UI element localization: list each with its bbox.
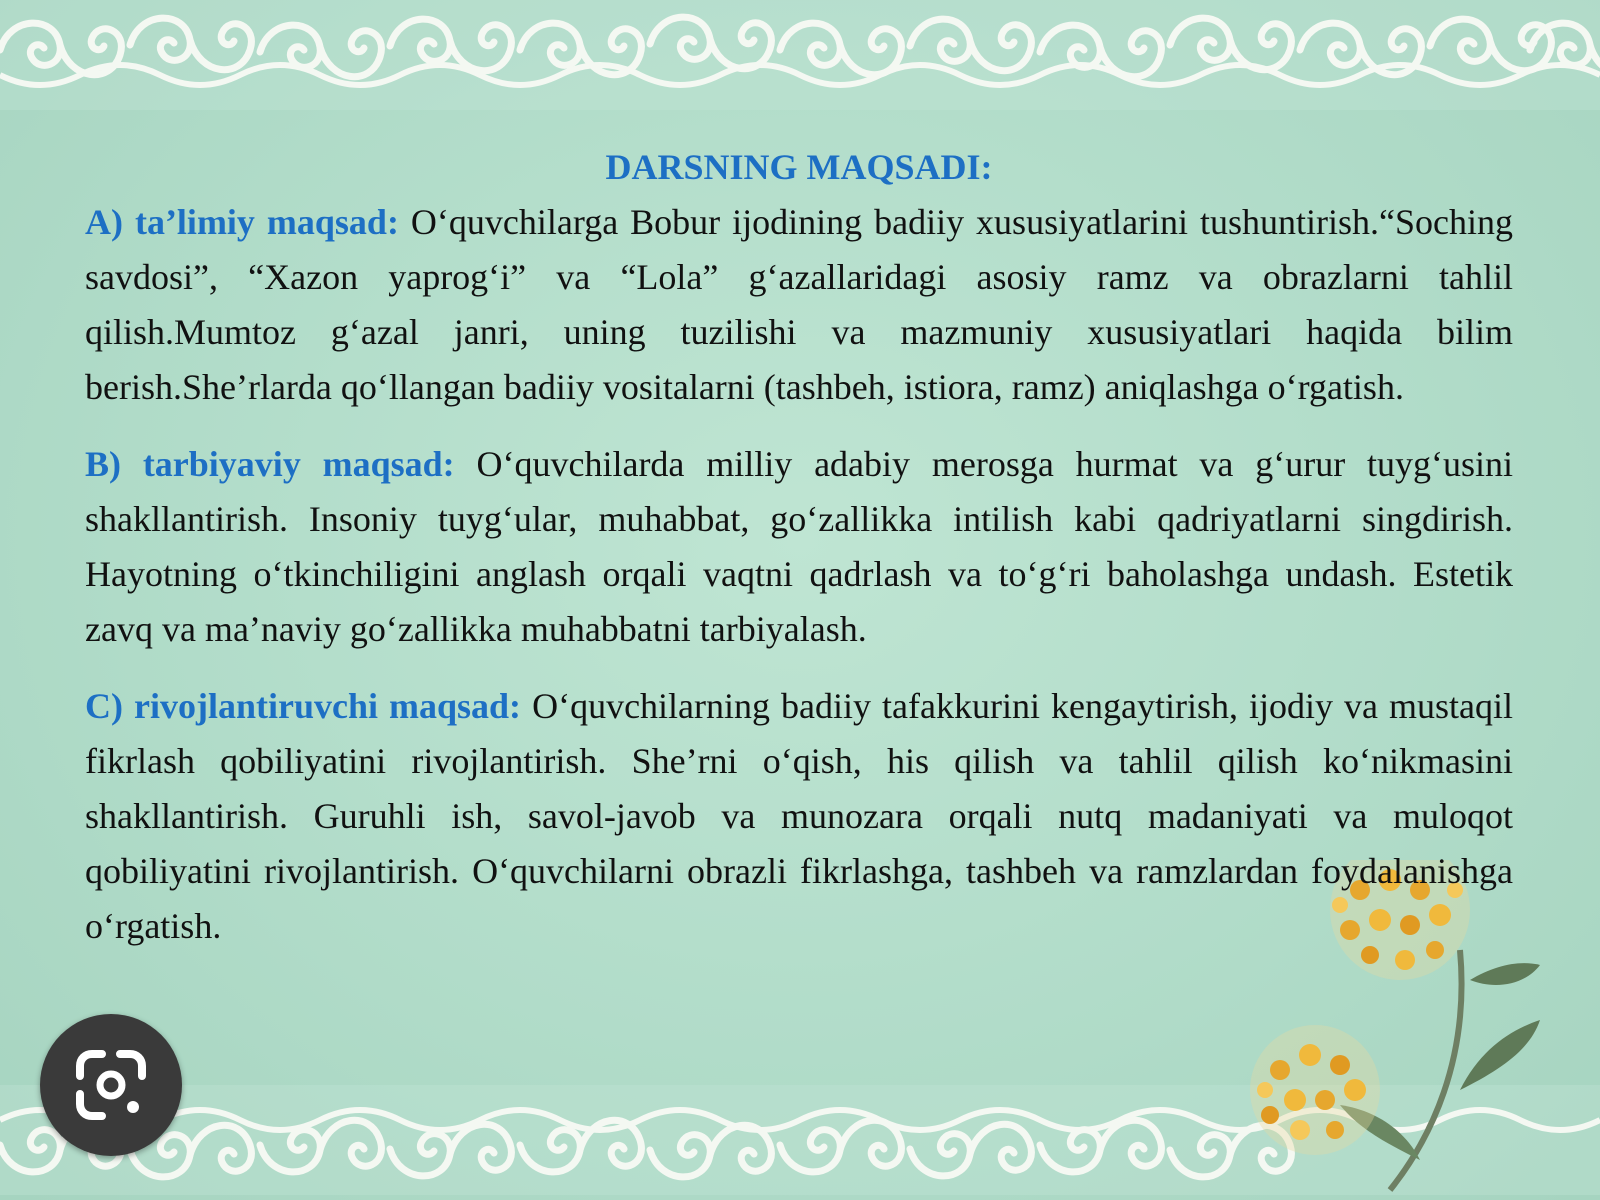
section-upbringing-goal: [85, 437, 1513, 657]
google-lens-button[interactable]: [40, 1014, 182, 1156]
section-label: C) rivojlantiruvchi maqsad:: [85, 686, 522, 726]
section-educational-goal: [85, 195, 1513, 415]
flower-cluster-lower: [1250, 1025, 1380, 1155]
section-label: A) ta’limiy maqsad:: [85, 202, 399, 242]
section-developmental-goal: [85, 679, 1513, 954]
lesson-goals-content: [85, 140, 1513, 976]
section-label: B) tarbiyaviy maqsad:: [85, 444, 455, 484]
page-title: DARSNING MAQSADI:: [605, 147, 993, 187]
section-text: O‘quvchilarga Bobur ijodining badiiy xususiyatlarini tushuntirish.“Soching savdosi”, “Xazon yaprog‘i” va “Lola” g‘azallaridagi asosiy ramz va obrazlarni tahlil qilish.Mumtoz g‘azal janri, uning tuzilishi va mazmuniy xususiyatlari haqida bilim berish.She’rlarda qo‘llangan badiiy vositalarni (tashbeh, istiora, ramz) aniqlashga o‘rgatish.: [85, 202, 1513, 407]
top-swirl-border: [0, 0, 1600, 110]
section-text: O‘quvchilarning badiiy tafakkurini kengaytirish, ijodiy va mustaqil fikrlash qobiliyatini rivojlantirish. She’rni o‘qish, his qilish va tahlil qilish ko‘nikmasini shakllantirish. Guruhli ish, savol-javob va munozara orqali nutq madaniyati va muloqot qobiliyatini rivojlantirish. O‘quvchilarni obrazli fikrlashga, tashbeh va ramzlardan foydalanishga o‘rgatish.: [85, 686, 1514, 946]
section-text: O‘quvchilarda milliy adabiy merosga hurmat va g‘urur tuyg‘usini shakllantirish. Insoniy tuyg‘ular, muhabbat, go‘zallikka intilish kabi qadriyatlarni singdirish. Hayotning o‘tkinchiligini anglash orqali vaqtni qadrlash va to‘g‘ri baholashga undash. Estetik zavq va ma’naviy go‘zallikka muhabbatni tarbiyalash.: [85, 444, 1513, 649]
google-lens-icon: [72, 1046, 150, 1124]
